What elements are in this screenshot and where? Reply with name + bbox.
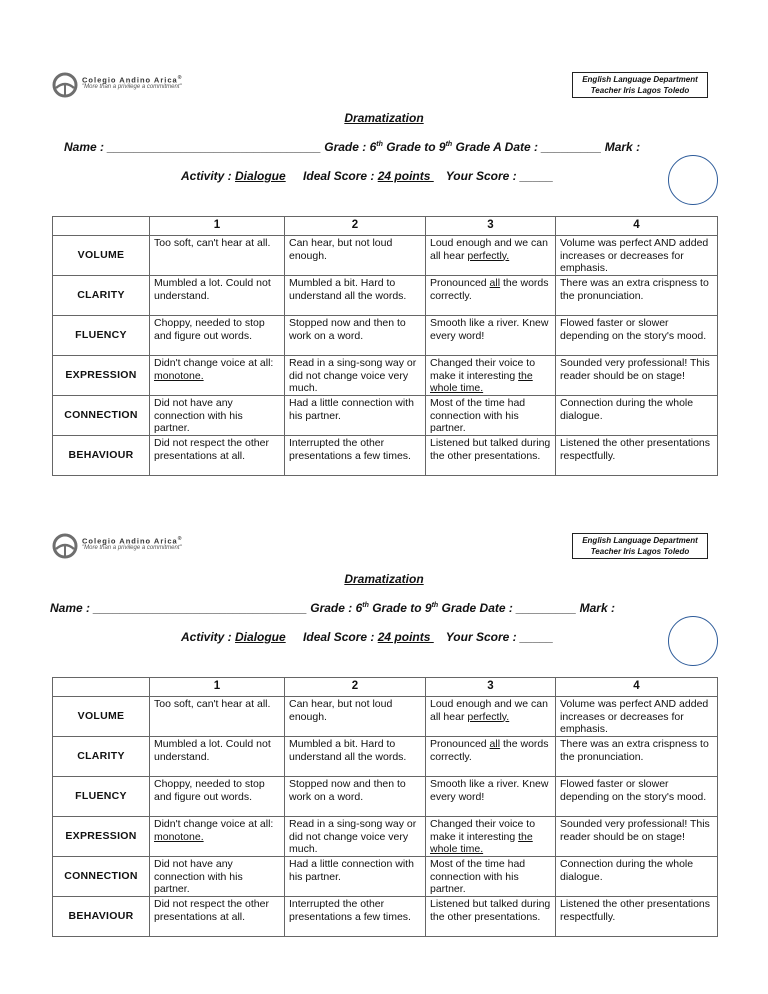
rubric-cell-level-3 bbox=[426, 777, 556, 817]
rubric-cell-level-4 bbox=[556, 697, 718, 737]
underlined-text: perfectly. bbox=[467, 249, 510, 262]
rubric-cell-level-2 bbox=[285, 817, 426, 857]
cell-text: the words correctly. bbox=[430, 277, 549, 302]
rubric-cell-level-3 bbox=[426, 396, 556, 436]
cell-text: Changed their voice to make it interesting bbox=[430, 818, 536, 843]
cell-text: the words correctly. bbox=[430, 738, 549, 763]
header-level-2: 2 bbox=[285, 217, 426, 236]
cell-text: Can hear, but not loud enough. bbox=[289, 698, 393, 723]
cell-text: Most of the time had connection with his partner. bbox=[430, 858, 526, 896]
cell-text: Mumbled a bit. Hard to understand all the words. bbox=[289, 738, 407, 763]
rubric-cell-level-3 bbox=[426, 316, 556, 356]
rubric-cell-level-4 bbox=[556, 777, 718, 817]
criterion-label: VOLUME bbox=[53, 697, 150, 737]
cell-text: Pronounced bbox=[430, 738, 490, 750]
cell-text: Sounded very professional! This reader should be on stage! bbox=[560, 818, 710, 843]
department-name: English Language Department bbox=[582, 75, 698, 84]
cell-text: Mumbled a lot. Could not understand. bbox=[154, 277, 271, 302]
rubric-cell-level-4 bbox=[556, 236, 718, 276]
cell-text: Did not have any connection with his partner. bbox=[154, 858, 243, 896]
cell-text: Mumbled a lot. Could not understand. bbox=[154, 738, 271, 763]
rubric-cell-level-4 bbox=[556, 897, 718, 937]
cell-text: Loud enough and we can all hear bbox=[430, 237, 548, 262]
ideal-score-value: 24 points bbox=[377, 169, 434, 183]
school-tagline: "More than a privilege a commitment" bbox=[82, 84, 182, 90]
rubric-cell-level-4 bbox=[556, 737, 718, 777]
rubric-cell-level-1 bbox=[150, 857, 285, 897]
cell-text: There was an extra crispness to the pronunciation. bbox=[560, 277, 709, 302]
cell-text: Listened the other presentations respectfully. bbox=[560, 898, 711, 923]
cell-text: Connection during the whole dialogue. bbox=[560, 397, 694, 422]
rubric-header-row bbox=[53, 217, 718, 236]
rubric-sheet-1 bbox=[0, 0, 768, 470]
criterion-label: BEHAVIOUR bbox=[53, 436, 150, 476]
activity-value: Dialogue bbox=[235, 169, 286, 183]
activity-label: Activity : bbox=[181, 169, 236, 183]
rubric-cell-level-1 bbox=[150, 276, 285, 316]
rubric-header-row bbox=[53, 678, 718, 697]
rubric-cell-level-3 bbox=[426, 817, 556, 857]
rubric-cell-level-3 bbox=[426, 697, 556, 737]
underlined-text: perfectly. bbox=[467, 710, 510, 723]
student-info-line bbox=[50, 601, 615, 615]
your-score-field[interactable]: Your Score : _____ bbox=[445, 630, 554, 644]
school-logo-icon bbox=[52, 533, 78, 559]
underlined-text: the whole time. bbox=[430, 830, 533, 856]
activity-line bbox=[181, 630, 553, 644]
cell-text: Too soft, can't hear at all. bbox=[154, 698, 271, 710]
rubric-cell-level-2 bbox=[285, 356, 426, 396]
grade-circle bbox=[668, 616, 718, 666]
activity-line bbox=[181, 169, 553, 183]
underlined-text: monotone. bbox=[154, 369, 204, 382]
criterion-label: FLUENCY bbox=[53, 316, 150, 356]
rubric-sheet-2 bbox=[0, 461, 768, 931]
rubric-cell-level-1 bbox=[150, 697, 285, 737]
header-level-3: 3 bbox=[426, 217, 556, 236]
cell-text: Did not respect the other presentations at all. bbox=[154, 898, 269, 923]
cell-text: Sounded very professional! This reader should be on stage! bbox=[560, 357, 710, 382]
teacher-name: Teacher Iris Lagos Toledo bbox=[590, 86, 690, 95]
rubric-cell-level-2 bbox=[285, 897, 426, 937]
rubric-row-expression bbox=[53, 817, 718, 857]
rubric-row-clarity bbox=[53, 737, 718, 777]
rubric-cell-level-4 bbox=[556, 396, 718, 436]
cell-text: Had a little connection with his partner. bbox=[289, 858, 414, 883]
cell-text: Stopped now and then to work on a word. bbox=[289, 317, 406, 342]
rubric-row-fluency bbox=[53, 777, 718, 817]
department-box bbox=[572, 72, 708, 98]
cell-text: Interrupted the other presentations a few times. bbox=[289, 898, 411, 923]
cell-text: Choppy, needed to stop and figure out words. bbox=[154, 778, 265, 803]
teacher-name: Teacher Iris Lagos Toledo bbox=[590, 547, 690, 556]
rubric-cell-level-1 bbox=[150, 737, 285, 777]
cell-text: Pronounced bbox=[430, 277, 490, 289]
sheet-title: Dramatization bbox=[344, 111, 424, 125]
cell-text: Had a little connection with his partner. bbox=[289, 397, 414, 422]
criterion-label: EXPRESSION bbox=[53, 817, 150, 857]
header-level-1: 1 bbox=[150, 678, 285, 697]
rubric-cell-level-3 bbox=[426, 276, 556, 316]
rubric-row-fluency bbox=[53, 316, 718, 356]
rubric-cell-level-3 bbox=[426, 897, 556, 937]
department-name: English Language Department bbox=[582, 536, 698, 545]
criterion-label: VOLUME bbox=[53, 236, 150, 276]
cell-text: Listened but talked during the other presentations. bbox=[430, 437, 551, 462]
rubric-cell-level-3 bbox=[426, 236, 556, 276]
school-name: Colegio Andino Arica® bbox=[82, 75, 183, 85]
rubric-cell-level-1 bbox=[150, 897, 285, 937]
header-level-3: 3 bbox=[426, 678, 556, 697]
rubric-cell-level-2 bbox=[285, 236, 426, 276]
header-level-4: 4 bbox=[556, 217, 718, 236]
header-level-1: 1 bbox=[150, 217, 285, 236]
rubric-cell-level-2 bbox=[285, 777, 426, 817]
grade-label: Grade : 6th Grade to 9th Grade A Date : _________ Mark : bbox=[324, 140, 641, 154]
name-label: Name : bbox=[64, 140, 105, 154]
cell-text: Most of the time had connection with his partner. bbox=[430, 397, 526, 435]
cell-text: There was an extra crispness to the pronunciation. bbox=[560, 738, 709, 763]
rubric-row-expression bbox=[53, 356, 718, 396]
rubric-row-volume bbox=[53, 697, 718, 737]
header-blank bbox=[53, 217, 150, 236]
cell-text: Listened the other presentations respectfully. bbox=[560, 437, 711, 462]
criterion-label: CLARITY bbox=[53, 276, 150, 316]
underlined-text: all bbox=[489, 277, 501, 289]
rubric-cell-level-2 bbox=[285, 396, 426, 436]
your-score-field[interactable]: Your Score : _____ bbox=[445, 169, 554, 183]
school-logo-icon bbox=[52, 72, 78, 98]
underlined-text: all bbox=[489, 738, 501, 750]
school-name: Colegio Andino Arica® bbox=[82, 536, 183, 546]
cell-text: Volume was perfect AND added increases or decreases for emphasis. bbox=[560, 698, 709, 736]
cell-text: Too soft, can't hear at all. bbox=[154, 237, 271, 249]
header-level-4: 4 bbox=[556, 678, 718, 697]
rubric-cell-level-3 bbox=[426, 737, 556, 777]
cell-text: Flowed faster or slower depending on the story's mood. bbox=[560, 778, 707, 803]
criterion-label: CLARITY bbox=[53, 737, 150, 777]
criterion-label: CONNECTION bbox=[53, 857, 150, 897]
school-tagline: "More than a privilege a commitment" bbox=[82, 545, 182, 551]
cell-text: Interrupted the other presentations a few times. bbox=[289, 437, 411, 462]
rubric-cell-level-1 bbox=[150, 777, 285, 817]
name-field[interactable]: ________________________________ bbox=[104, 140, 325, 154]
cell-text: Listened but talked during the other presentations. bbox=[430, 898, 551, 923]
rubric-row-connection bbox=[53, 396, 718, 436]
rubric-cell-level-4 bbox=[556, 857, 718, 897]
grade-label: Grade : 6th Grade to 9th Grade Date : _________ Mark : bbox=[310, 601, 615, 615]
rubric-cell-level-3 bbox=[426, 857, 556, 897]
criterion-label: EXPRESSION bbox=[53, 356, 150, 396]
criterion-label: CONNECTION bbox=[53, 396, 150, 436]
ideal-score-label: Ideal Score : bbox=[303, 630, 378, 644]
rubric-cell-level-1 bbox=[150, 396, 285, 436]
cell-text: Didn't change voice at all: bbox=[154, 357, 274, 369]
ideal-score-label: Ideal Score : bbox=[303, 169, 378, 183]
school-logo bbox=[52, 68, 212, 104]
cell-text: Did not respect the other presentations at all. bbox=[154, 437, 269, 462]
rubric-cell-level-2 bbox=[285, 737, 426, 777]
cell-text: Did not have any connection with his partner. bbox=[154, 397, 243, 435]
cell-text: Flowed faster or slower depending on the story's mood. bbox=[560, 317, 707, 342]
header-level-2: 2 bbox=[285, 678, 426, 697]
header-blank bbox=[53, 678, 150, 697]
school-logo bbox=[52, 529, 212, 565]
underlined-text: the whole time. bbox=[430, 369, 533, 395]
rubric-cell-level-1 bbox=[150, 236, 285, 276]
criterion-label: FLUENCY bbox=[53, 777, 150, 817]
rubric-cell-level-4 bbox=[556, 817, 718, 857]
rubric-cell-level-1 bbox=[150, 356, 285, 396]
criterion-label: BEHAVIOUR bbox=[53, 897, 150, 937]
rubric-cell-level-2 bbox=[285, 697, 426, 737]
activity-value: Dialogue bbox=[235, 630, 286, 644]
rubric-table bbox=[52, 216, 718, 476]
cell-text: Smooth like a river. Knew every word! bbox=[430, 778, 549, 803]
cell-text: Loud enough and we can all hear bbox=[430, 698, 548, 723]
rubric-row-volume bbox=[53, 236, 718, 276]
cell-text: Smooth like a river. Knew every word! bbox=[430, 317, 549, 342]
underlined-text: monotone. bbox=[154, 830, 204, 843]
rubric-cell-level-4 bbox=[556, 276, 718, 316]
cell-text: Volume was perfect AND added increases or decreases for emphasis. bbox=[560, 237, 709, 275]
rubric-row-behaviour bbox=[53, 897, 718, 937]
name-label: Name : bbox=[50, 601, 91, 615]
cell-text: Connection during the whole dialogue. bbox=[560, 858, 694, 883]
rubric-cell-level-4 bbox=[556, 356, 718, 396]
cell-text: Didn't change voice at all: bbox=[154, 818, 274, 830]
rubric-cell-level-2 bbox=[285, 316, 426, 356]
cell-text: Stopped now and then to work on a word. bbox=[289, 778, 406, 803]
rubric-cell-level-3 bbox=[426, 356, 556, 396]
cell-text: Changed their voice to make it interesting bbox=[430, 357, 536, 382]
rubric-table bbox=[52, 677, 718, 937]
rubric-row-connection bbox=[53, 857, 718, 897]
rubric-cell-level-1 bbox=[150, 817, 285, 857]
grade-circle bbox=[668, 155, 718, 205]
activity-label: Activity : bbox=[181, 630, 236, 644]
rubric-cell-level-2 bbox=[285, 276, 426, 316]
cell-text: Read in a sing-song way or did not change voice very much. bbox=[289, 357, 417, 395]
rubric-cell-level-4 bbox=[556, 316, 718, 356]
ideal-score-value: 24 points bbox=[377, 630, 434, 644]
sheet-title: Dramatization bbox=[344, 572, 424, 586]
student-info-line bbox=[64, 140, 640, 154]
cell-text: Can hear, but not loud enough. bbox=[289, 237, 393, 262]
cell-text: Choppy, needed to stop and figure out words. bbox=[154, 317, 265, 342]
rubric-cell-level-2 bbox=[285, 857, 426, 897]
rubric-cell-level-1 bbox=[150, 316, 285, 356]
department-box bbox=[572, 533, 708, 559]
cell-text: Mumbled a bit. Hard to understand all the words. bbox=[289, 277, 407, 302]
name-field[interactable]: ________________________________ bbox=[90, 601, 311, 615]
cell-text: Read in a sing-song way or did not change voice very much. bbox=[289, 818, 417, 856]
rubric-row-clarity bbox=[53, 276, 718, 316]
